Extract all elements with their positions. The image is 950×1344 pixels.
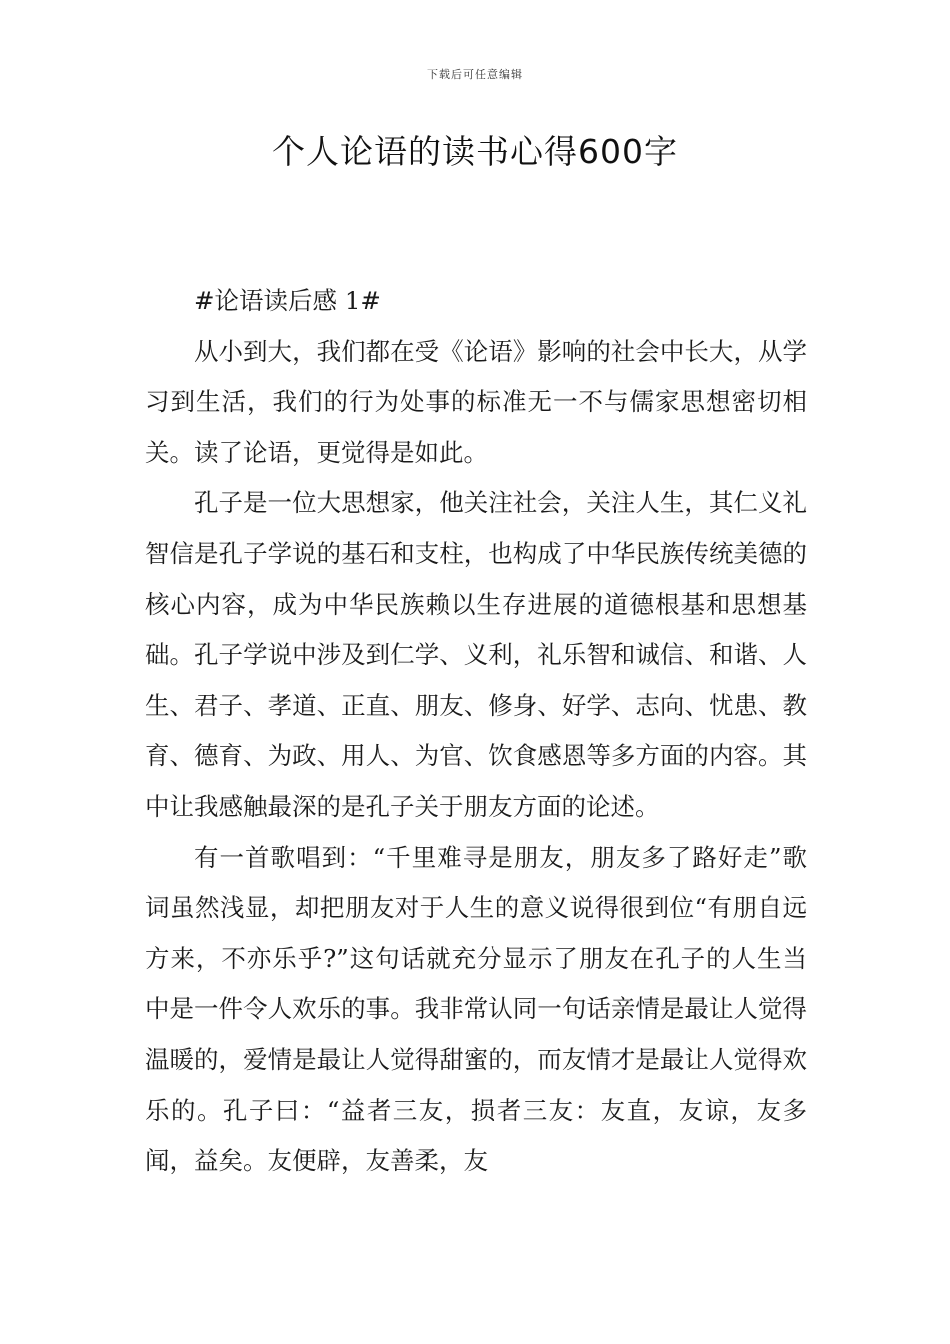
paragraph-2: 孔子是一位大思想家，他关注社会，关注人生，其仁义礼智信是孔子学说的基石和支柱，也构成了中华民族传统美德的核心内容，成为中华民族赖以生存进展的道德根基和思想基础。孔子学说中涉及到仁学、义利，礼乐智和诚信、和谐、人生、君子、孝道、正直、朋友、修身、好学、志向、忧患、教育、德育、为政、用人、为官、饮食感恩等多方面的内容。其中让我感触最深的是孔子关于朋友方面的论述。 <box>145 488 807 821</box>
paragraph-1: 从小到大，我们都在受《论语》影响的社会中长大，从学习到生活，我们的行为处事的标准无一不与儒家思想密切相关。读了论语，更觉得是如此。 <box>145 336 807 467</box>
header-note: 下载后可任意编辑 <box>427 68 523 81</box>
section-tag: #论语读后感 1# <box>194 286 381 315</box>
document-title: 个人论语的读书心得600字 <box>272 132 678 171</box>
document-body <box>145 276 807 1187</box>
paragraph-3: 有一首歌唱到：“千里难寻是朋友，朋友多了路好走”歌词虽然浅显，却把朋友对于人生的意义说得很到位“有朋自远方来，不亦乐乎?”这句话就充分显示了朋友在孔子的人生当中是一件令人欢乐的事。我非常认同一句话亲情是最让人觉得温暖的，爱情是最让人觉得甜蜜的，而友情才是最让人觉得欢乐的。孔子曰：“益者三友，损者三友：友直，友谅，友多闻，益矣。友便辟，友善柔，友 <box>145 842 807 1176</box>
